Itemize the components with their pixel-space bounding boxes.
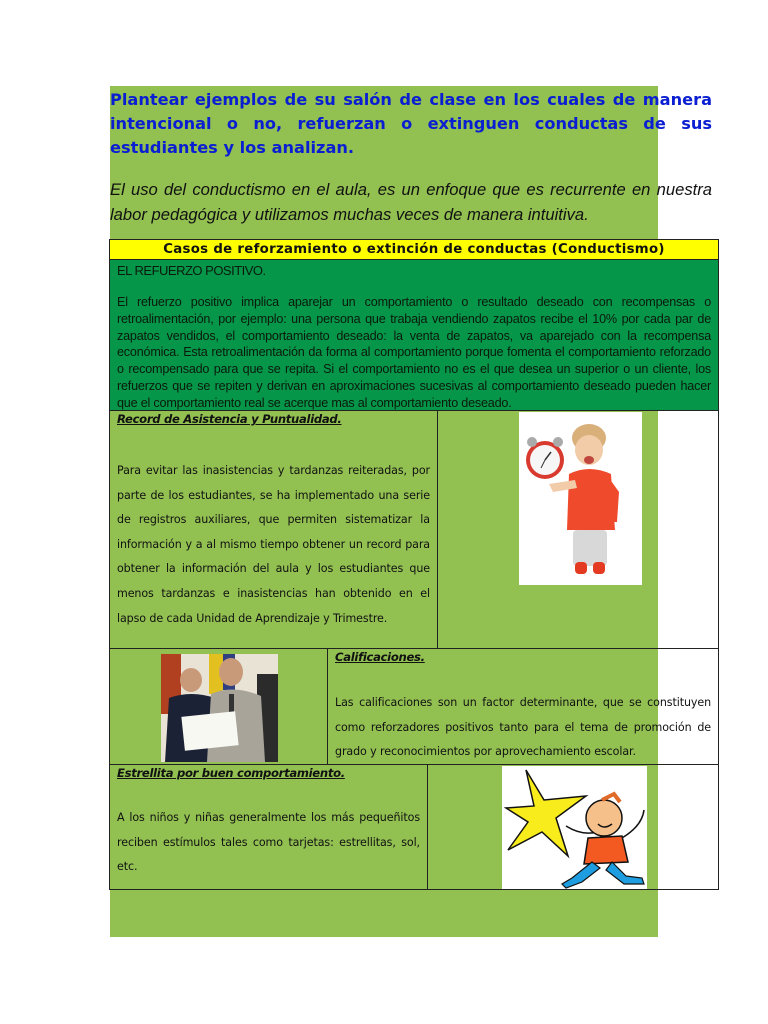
section-subtitle: EL REFUERZO POSITIVO. [117,263,266,278]
case-image-cell [438,411,718,648]
case-title: Record de Asistencia y Puntualidad. [117,412,342,426]
diploma-ceremony-image [161,654,278,762]
positive-reinforcement-section [110,260,718,411]
cases-table [109,239,719,890]
girl-alarm-clock-image [519,412,642,585]
case-row-attendance [110,411,718,649]
case-title: Calificaciones. [335,650,425,664]
case-text-cell [328,649,718,764]
table-title: Casos de reforzamiento o extinción de conductas (Conductismo) [110,240,718,260]
case-text: A los niños y niñas generalmente los más pequeñitos reciben estímulos tales como tarjetas: estrellitas, sol, etc. [117,811,420,874]
document-heading: Plantear ejemplos de su salón de clase en los cuales de manera intencional o no, refuerzan o extinguen conductas de sus estudiantes y los analizan. [110,90,712,157]
child-star-cartoon-image [502,766,647,889]
case-text-cell [110,411,438,648]
document-intro: El uso del conductismo en el aula, es un enfoque que es recurrente en nuestra labor pedagógica y utilizamos muchas veces de manera intuitiva. [110,180,712,224]
case-image-cell [110,649,328,764]
case-title: Estrellita por buen comportamiento. [117,766,345,780]
case-row-grades [110,649,718,765]
case-text: Para evitar las inasistencias y tardanzas reiteradas, por parte de los estudiantes, se ha implementado una serie de registros auxiliares, que permiten sistematizar la información y a al mismo tiempo obtener un record para obtener la información del aula y los estudiantes que menos tardanzas e inasistencias han obtenido en el lapso de cada Unidad de Aprendizaje y Trimestre. [117,464,430,625]
section-body: El refuerzo positivo implica aparejar un comportamiento o resultado deseado con recompensas o retroalimentación, por ejemplo: una persona que trabaja vendiendo zapatos recibe el 10% por cada par de zapatos vendidos, el comportamiento deseado: la venta de zapatos, va aparejado con la recompensa económica. Esta retroalimentación da forma al comportamiento porque fomenta el comportamiento reforzado o recompensado para que se repita. Si el comportamiento no es el que desea un superior o un cliente, los refuerzos que se repiten y derivan en aproximaciones sucesivas al comportamiento deseado pueden hacer que el comportamiento real se acerque mas al comportamiento deseado. [117,295,711,410]
case-text-cell [110,765,428,889]
case-image-cell [428,765,718,889]
case-text: Las calificaciones son un factor determinante, que se constituyen como reforzadores positivos tanto para el tema de promoción de grado y reconocimientos por aprovechamiento escolar. [335,696,711,759]
case-row-star [110,765,718,889]
